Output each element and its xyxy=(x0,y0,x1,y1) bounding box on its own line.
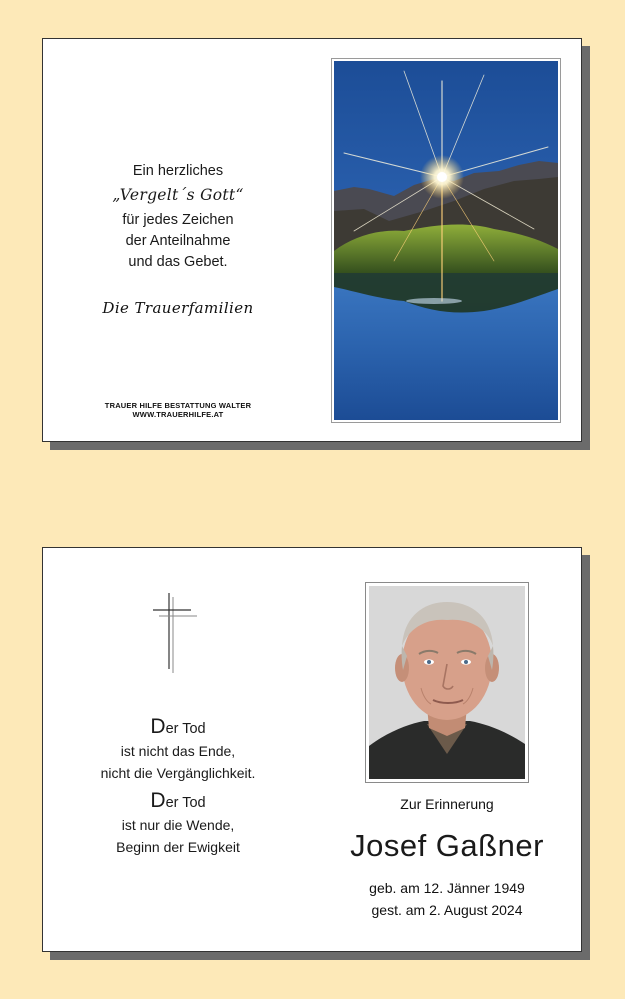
quote-heading xyxy=(73,790,283,814)
life-dates xyxy=(343,877,551,921)
funeral-home-name: TRAUER HILFE BESTATTUNG WALTER xyxy=(104,401,252,410)
funeral-home-credit xyxy=(83,401,273,419)
quote-heading xyxy=(73,716,283,740)
cross-icon xyxy=(153,593,199,673)
portrait-photo xyxy=(365,582,529,783)
quote-line: nicht die Vergänglichkeit. xyxy=(100,765,256,781)
thanks-line: und das Gebet. xyxy=(128,254,228,270)
thanks-intro: Ein herzliches xyxy=(132,163,224,179)
quote-dropcap: D xyxy=(150,789,166,812)
landscape-photo xyxy=(331,58,561,423)
deceased-name: Josef Gaßner xyxy=(350,828,544,863)
quote-heading-rest: er Tod xyxy=(165,721,206,737)
thanks-text xyxy=(83,161,273,273)
quote-line: Beginn der Ewigkeit xyxy=(116,839,240,855)
memorial-quote xyxy=(73,716,283,858)
memory-label: Zur Erinnerung xyxy=(400,796,494,812)
thanks-line: der Anteilnahme xyxy=(125,233,231,249)
sunburst-lake-image xyxy=(334,61,558,420)
birth-date: geb. am 12. Jänner 1949 xyxy=(369,880,525,896)
thank-you-card xyxy=(42,38,582,442)
memorial-card xyxy=(42,547,582,952)
funeral-home-website: WWW.TRAUERHILFE.AT xyxy=(132,410,224,419)
quote-line: ist nicht das Ende, xyxy=(120,743,236,759)
quote-line: ist nur die Wende, xyxy=(121,817,235,833)
quote-dropcap: D xyxy=(150,715,166,738)
death-date: gest. am 2. August 2024 xyxy=(371,902,523,918)
quote-heading-rest: er Tod xyxy=(165,795,206,811)
family-signature: Die Trauerfamilien xyxy=(102,299,254,317)
thanks-line: für jedes Zeichen xyxy=(122,212,234,228)
portrait-image xyxy=(369,586,525,779)
thanks-script-phrase: „Vergelt´s Gott“ xyxy=(112,186,244,204)
